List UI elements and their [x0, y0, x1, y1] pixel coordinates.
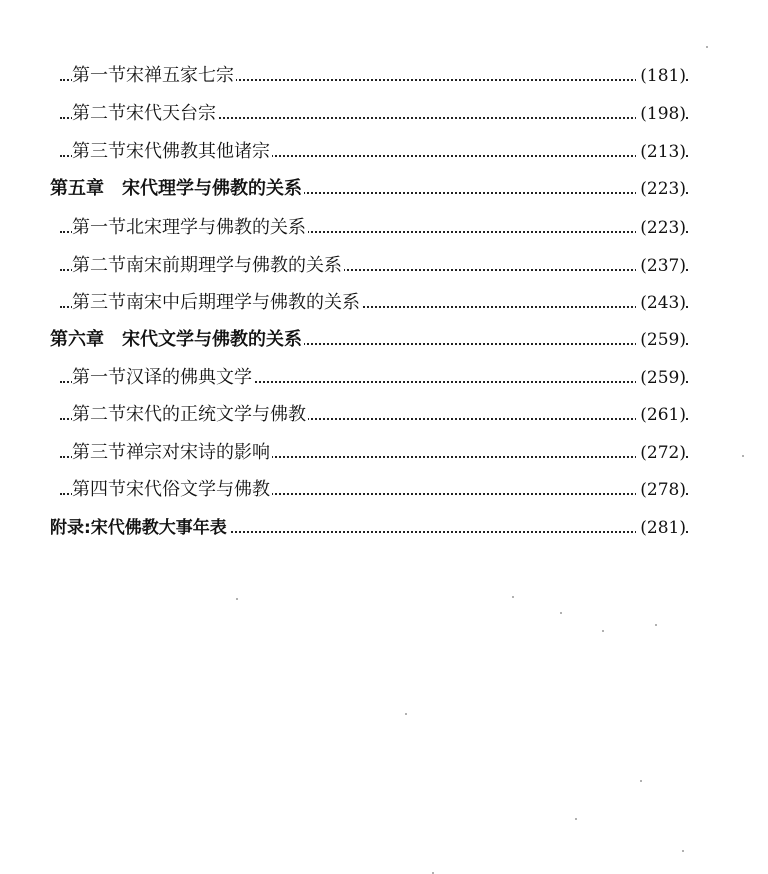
toc-entry-page: (261)	[636, 399, 686, 431]
toc-entry-title: 第三节南宋中后期理学与佛教的关系	[72, 287, 362, 319]
toc-entry-title: 第一节北宋理学与佛教的关系	[72, 212, 308, 244]
toc-entry	[0, 474, 768, 506]
scan-speck	[236, 598, 238, 600]
toc-entry	[0, 287, 768, 319]
toc-entry-title: 第六章 宋代文学与佛教的关系	[50, 324, 304, 356]
toc-entry-title: 第三节禅宗对宋诗的影响	[72, 437, 272, 469]
toc-entry-page: (259)	[636, 324, 686, 356]
toc-entry	[0, 60, 768, 92]
toc-entry-title: 第二节宋代的正统文学与佛教	[72, 399, 308, 431]
toc-entry-page: (213)	[636, 136, 686, 168]
scan-speck	[655, 624, 657, 626]
toc-entry	[0, 136, 768, 168]
scan-speck	[560, 612, 562, 614]
scan-speck	[602, 630, 604, 632]
scan-speck	[706, 46, 708, 48]
toc-entry-title: 第五章 宋代理学与佛教的关系	[50, 173, 304, 205]
toc-entry	[0, 437, 768, 469]
toc-appendix-entry	[0, 512, 768, 544]
toc-entry-page: (237)	[636, 250, 686, 282]
toc-entry-title: 第二节南宋前期理学与佛教的关系	[72, 250, 344, 282]
toc-entry-page: (198)	[636, 98, 686, 130]
toc-entry	[0, 212, 768, 244]
toc-entry-page: (281)	[636, 512, 686, 544]
scan-speck	[742, 455, 744, 457]
toc-chapter-entry	[0, 173, 768, 205]
scan-speck	[682, 850, 684, 852]
toc-entry-page: (223)	[636, 212, 686, 244]
toc-entry-title: 第四节宋代俗文学与佛教	[72, 474, 272, 506]
toc-entry-title: 第一节宋禅五家七宗	[72, 60, 236, 92]
toc-entry-page: (181)	[636, 60, 686, 92]
scan-speck	[512, 596, 514, 598]
toc-entry-title: 第二节宋代天台宗	[72, 98, 218, 130]
toc-entry-page: (223)	[636, 173, 686, 205]
scan-speck	[640, 780, 642, 782]
toc-entry-page: (259)	[636, 362, 686, 394]
scan-speck	[575, 818, 577, 820]
toc-entry-page: (272)	[636, 437, 686, 469]
toc-entry	[0, 250, 768, 282]
toc-entry-page: (278)	[636, 474, 686, 506]
toc-entry-page: (243)	[636, 287, 686, 319]
toc-chapter-entry	[0, 324, 768, 356]
scan-speck	[405, 713, 407, 715]
toc-entry	[0, 362, 768, 394]
toc-entry	[0, 399, 768, 431]
toc-entry-title: 附录:宋代佛教大事年表	[50, 512, 229, 544]
toc-entry	[0, 98, 768, 130]
toc-entry-title: 第一节汉译的佛典文学	[72, 362, 254, 394]
toc-entry-title: 第三节宋代佛教其他诸宗	[72, 136, 272, 168]
